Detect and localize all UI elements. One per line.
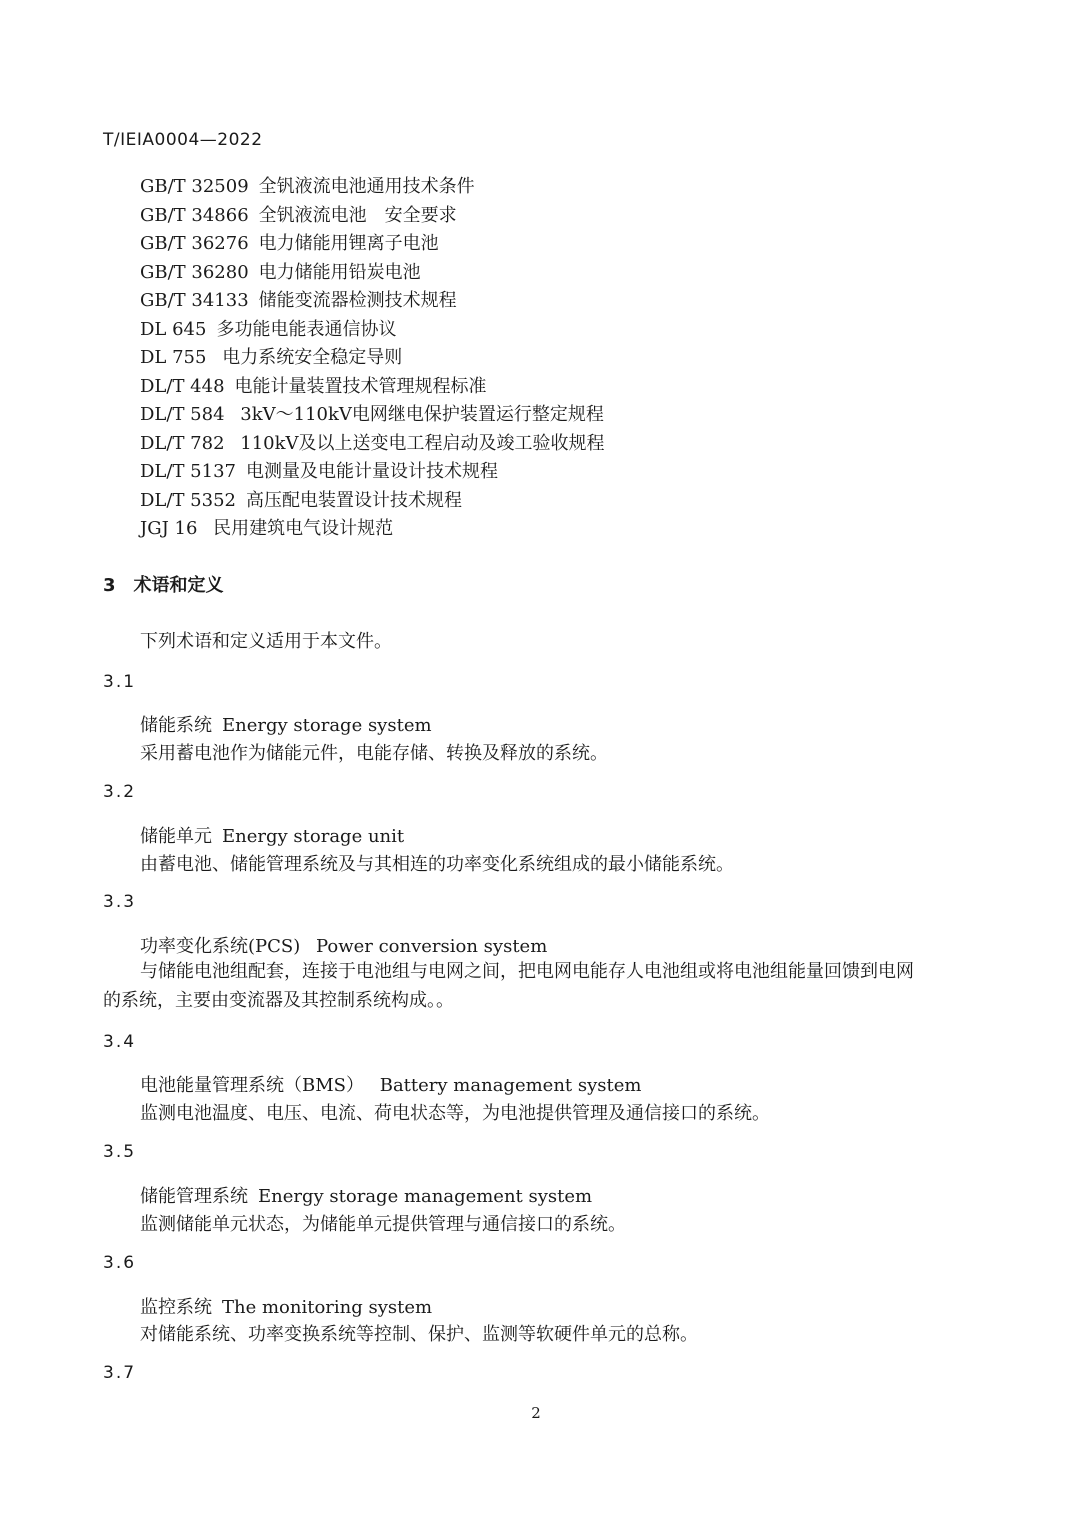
term-name-en: Energy storage system — [222, 715, 432, 736]
reference-item — [140, 344, 605, 373]
term-number: 3.3 — [103, 892, 137, 912]
reference-title: 3kV～110kV电网继电保护装置运行整定规程 — [234, 404, 604, 425]
term-name-cn: 监控系统 — [140, 1297, 212, 1318]
reference-code: DL/T 5352 — [140, 489, 236, 511]
reference-title: 110kV及以上送变电工程启动及竣工验收规程 — [234, 432, 605, 454]
reference-title: 全钒液流电池通用技术条件 — [258, 176, 475, 197]
reference-title: 电力储能用铅炭电池 — [258, 261, 421, 283]
reference-title: 电力系统安全稳定导则 — [216, 347, 403, 368]
term-name-en: Energy storage unit — [222, 826, 405, 847]
term-definition-line: 的系统，主要由变流器及其控制系统构成。。 — [103, 990, 454, 1011]
reference-item — [140, 287, 605, 316]
term-name — [140, 711, 432, 737]
section-title: 术语和定义 — [133, 575, 224, 596]
document-code-header: T/IEIA0004—2022 — [103, 130, 263, 150]
term-name-en: Energy storage management system — [258, 1186, 593, 1207]
reference-item — [140, 430, 605, 459]
reference-title: 高压配电装置设计技术规程 — [246, 489, 462, 511]
page-number: 2 — [531, 1404, 541, 1422]
reference-code: DL/T 584 — [140, 404, 225, 425]
reference-title: 民用建筑电气设计规范 — [207, 518, 394, 539]
term-definition: 监测储能单元状态，为储能单元提供管理与通信接口的系统。 — [140, 1214, 626, 1235]
term-name — [140, 932, 547, 958]
term-name-cn: 电池能量管理系统（BMS） — [140, 1075, 364, 1096]
reference-code: GB/T 34866 — [140, 204, 249, 226]
term-number: 3.2 — [103, 782, 137, 802]
reference-item — [140, 515, 605, 544]
reference-item — [140, 230, 605, 259]
reference-title: 电力储能用锂离子电池 — [258, 233, 439, 254]
section-heading — [103, 571, 224, 597]
term-definition: 采用蓄电池作为储能元件，电能存储、转换及释放的系统。 — [140, 743, 608, 764]
reference-code: GB/T 32509 — [140, 176, 249, 197]
term-number: 3.6 — [103, 1253, 137, 1273]
normative-references-list — [140, 173, 605, 544]
reference-item — [140, 202, 605, 231]
reference-code: DL/T 782 — [140, 432, 225, 454]
reference-title: 多功能电能表通信协议 — [216, 318, 397, 340]
reference-code: DL/T 448 — [140, 375, 225, 397]
term-definition-line: 与储能电池组配套，连接于电池组与电网之间，把电网电能存人电池组或将电池组能量回馈到电网 — [140, 961, 914, 982]
term-name-cn: 储能管理系统 — [140, 1186, 248, 1207]
reference-item — [140, 259, 605, 288]
term-definition: 由蓄电池、储能管理系统及与其相连的功率变化系统组成的最小储能系统。 — [140, 854, 734, 875]
term-definition — [103, 957, 953, 1015]
reference-code: GB/T 34133 — [140, 290, 249, 311]
section-intro: 下列术语和定义适用于本文件。 — [140, 631, 392, 652]
reference-code: JGJ 16 — [140, 518, 198, 539]
term-definition: 对储能系统、功率变换系统等控制、保护、监测等软硬件单元的总称。 — [140, 1324, 698, 1345]
reference-title: 电能计量装置技术管理规程标准 — [234, 375, 487, 397]
reference-item — [140, 458, 605, 487]
term-number: 3.4 — [103, 1032, 137, 1052]
term-name-cn: 储能单元 — [140, 826, 212, 847]
term-number: 3.7 — [103, 1363, 137, 1383]
term-definition: 监测电池温度、电压、电流、荷电状态等，为电池提供管理及通信接口的系统。 — [140, 1103, 770, 1124]
term-name — [140, 1293, 432, 1319]
reference-code: GB/T 36280 — [140, 261, 249, 283]
reference-item — [140, 316, 605, 345]
term-name — [140, 1182, 592, 1208]
reference-item — [140, 173, 605, 202]
reference-code: GB/T 36276 — [140, 233, 249, 254]
term-name-cn: 功率变化系统(PCS) — [140, 936, 301, 957]
term-name-en: Battery management system — [374, 1075, 642, 1096]
term-name-cn: 储能系统 — [140, 715, 212, 736]
reference-item — [140, 401, 605, 430]
reference-code: DL 645 — [140, 318, 207, 340]
reference-code: DL 755 — [140, 347, 207, 368]
reference-title: 储能变流器检测技术规程 — [258, 290, 457, 311]
reference-item — [140, 487, 605, 516]
reference-title: 电测量及电能计量设计技术规程 — [246, 461, 498, 482]
reference-item — [140, 373, 605, 402]
reference-title: 全钒液流电池 安全要求 — [258, 204, 457, 226]
term-number: 3.5 — [103, 1142, 137, 1162]
term-name — [140, 1071, 641, 1097]
term-name-en: Power conversion system — [310, 936, 548, 957]
term-name — [140, 822, 404, 848]
section-number: 3 — [103, 575, 116, 596]
reference-code: DL/T 5137 — [140, 461, 236, 482]
term-name-en: The monitoring system — [222, 1297, 433, 1318]
term-number: 3.1 — [103, 672, 137, 692]
